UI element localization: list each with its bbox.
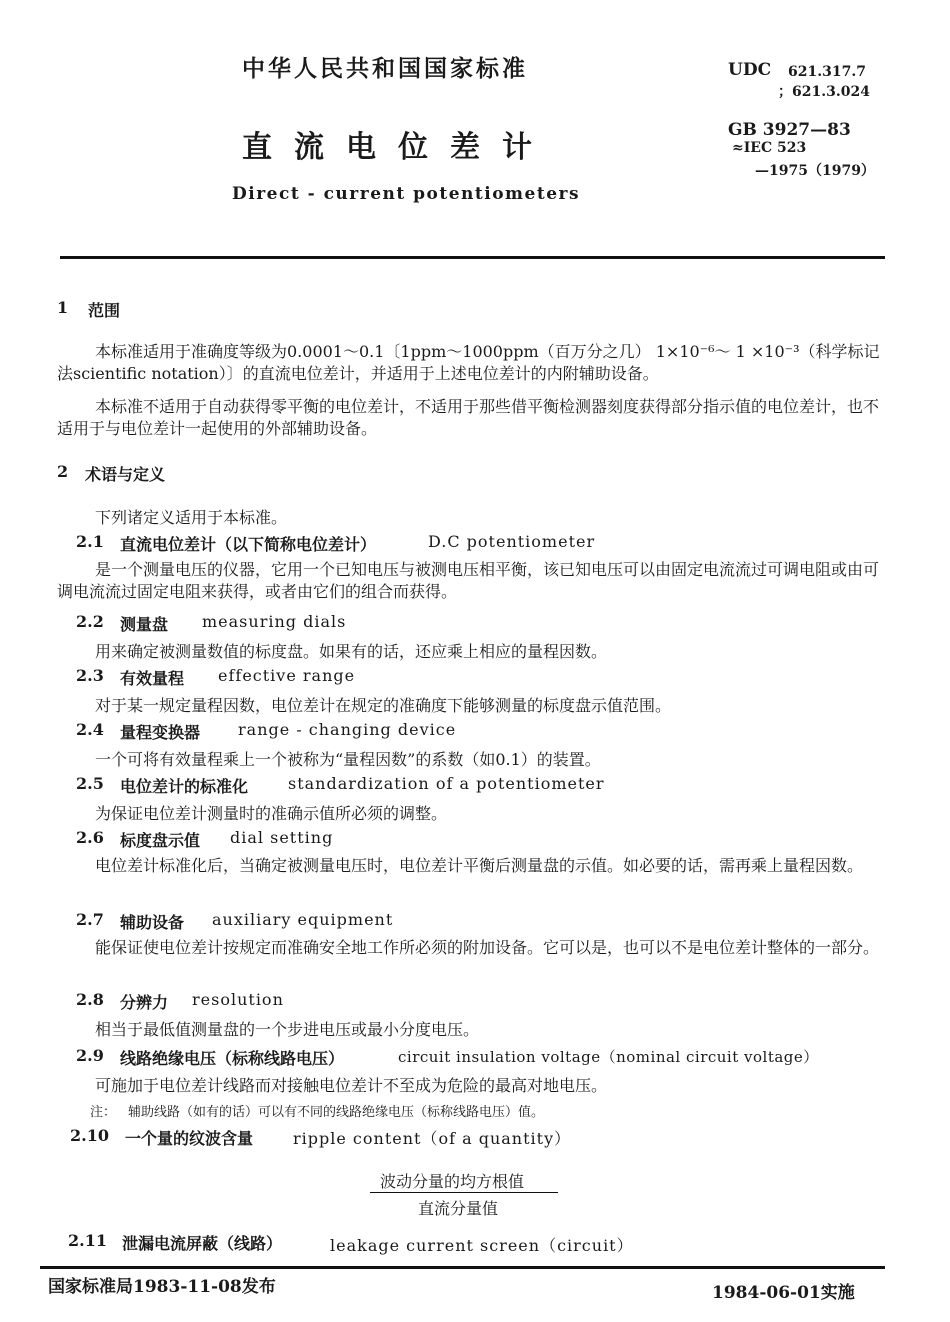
term-name-cn: 直流电位差计（以下简称电位差计） [120, 535, 377, 554]
term-number: 2.8 [76, 990, 104, 1009]
term-definition: 能保证使电位差计按规定而准确安全地工作所必须的附加设备。它可以是，也可以不是电位差计整体的一部分。 [95, 938, 880, 957]
term-name-en: measuring dials [202, 612, 347, 631]
udc-code-2: ；621.3.024 [778, 84, 870, 100]
term-name-cn: 电位差计的标准化 [120, 777, 249, 796]
gb-code: GB 3927—83 [728, 120, 851, 140]
term-number: 2.11 [68, 1231, 107, 1250]
document-title: 直流电位差计 [242, 130, 554, 165]
term-number: 2.1 [76, 532, 104, 551]
term-definition: 电位差计标准化后，当确定被测量电压时，电位差计平衡后测量盘的示值。如必要的话，需再乘上量程因数。 [95, 856, 864, 875]
term-name-en: range - changing device [238, 720, 457, 739]
term-number: 2.4 [76, 720, 104, 739]
term-name-en: auxiliary equipment [212, 910, 394, 929]
section-1-heading: 范围 [88, 301, 121, 320]
term-definition: 可施加于电位差计线路而对接触电位差计不至成为危险的最高对地电压。 [95, 1076, 608, 1095]
section-1-number: 1 [57, 298, 69, 317]
term-name-cn: 有效量程 [120, 669, 185, 688]
note-text: 辅助线路（如有的话）可以有不同的线路绝缘电压（标称线路电压）值。 [128, 1105, 545, 1120]
term-name-cn: 标度盘示值 [120, 831, 201, 850]
term-number: 2.10 [70, 1126, 109, 1145]
term-number: 2.6 [76, 828, 104, 847]
document-title-en: Direct - current potentiometers [232, 184, 581, 204]
term-name-en: effective range [218, 666, 356, 685]
term-name-en: D.C potentiometer [428, 532, 596, 551]
term-name-en: leakage current screen（circuit） [330, 1236, 634, 1255]
fraction-numerator: 波动分量的均方根值 [380, 1172, 525, 1191]
term-name-en: standardization of a potentiometer [288, 774, 605, 793]
note-label: 注： [90, 1105, 117, 1120]
section-2-intro: 下列诸定义适用于本标准。 [95, 508, 288, 527]
term-name-cn: 辅助设备 [120, 913, 185, 932]
term-name-cn: 测量盘 [120, 615, 169, 634]
term-number: 2.5 [76, 774, 104, 793]
udc-label: UDC [728, 60, 772, 80]
document-org: 中华人民共和国国家标准 [242, 55, 528, 82]
fraction-denominator: 直流分量值 [418, 1199, 499, 1218]
term-definition: 对于某一规定量程因数，电位差计在规定的准确度下能够测量的标度盘示值范围。 [95, 696, 672, 715]
udc-code-1: 621.317.7 [788, 64, 866, 80]
iec-code: ≈IEC 523 [732, 140, 807, 156]
term-name-en: resolution [192, 990, 284, 1009]
iec-year: —1975（1979） [755, 163, 875, 179]
header-divider [60, 256, 885, 259]
term-name-cn: 泄漏电流屏蔽（线路） [122, 1234, 283, 1253]
term-definition: 用来确定被测量数值的标度盘。如果有的话，还应乘上相应的量程因数。 [95, 642, 608, 661]
effective-date: 1984-06-01实施 [712, 1283, 855, 1303]
term-definition: 相当于最低值测量盘的一个步进电压或最小分度电压。 [95, 1020, 480, 1039]
term-definition: 一个可将有效量程乘上一个被称为“量程因数”的系数（如0.1）的装置。 [95, 750, 601, 769]
term-name-en: ripple content（of a quantity） [293, 1129, 572, 1148]
term-number: 2.2 [76, 612, 104, 631]
issue-date: 国家标准局1983-11-08发布 [48, 1277, 276, 1297]
footer-divider [40, 1266, 885, 1269]
section-1-para-2: 本标准不适用于自动获得零平衡的电位差计，不适用于那些借平衡检测器刻度获得部分指示值的电位差计，也不适用于与电位差计一起使用的外部辅助设备。 [57, 397, 880, 438]
section-1-para-1: 本标准适用于准确度等级为0.0001～0.1〔1ppm～1000ppm（百万分之几） 1×10⁻⁶～ 1 ×10⁻³（科学标记法scientific notation）〕的直流电位差计，并适用于上述电位差计的内附辅助设备。 [57, 342, 880, 383]
term-name-en: dial setting [230, 828, 334, 847]
section-2-number: 2 [57, 462, 69, 481]
term-number: 2.3 [76, 666, 104, 685]
term-name-cn: 线路绝缘电压（标称线路电压） [120, 1049, 345, 1068]
fraction-bar [370, 1192, 558, 1193]
section-2-heading: 术语与定义 [85, 465, 166, 484]
term-name-cn: 分辨力 [120, 993, 169, 1012]
term-number: 2.7 [76, 910, 104, 929]
term-name-cn: 量程变换器 [120, 723, 201, 742]
term-definition: 为保证电位差计测量时的准确示值所必须的调整。 [95, 804, 448, 823]
term-number: 2.9 [76, 1046, 104, 1065]
term-name-en: circuit insulation voltage（nominal circuit voltage） [398, 1048, 819, 1066]
term-name-cn: 一个量的纹波含量 [125, 1129, 254, 1148]
term-definition: 是一个测量电压的仪器，它用一个已知电压与被测电压相平衡，该已知电压可以由固定电流流过可调电阻或由可调电流流过固定电阻来获得，或者由它们的组合而获得。 [57, 560, 880, 601]
